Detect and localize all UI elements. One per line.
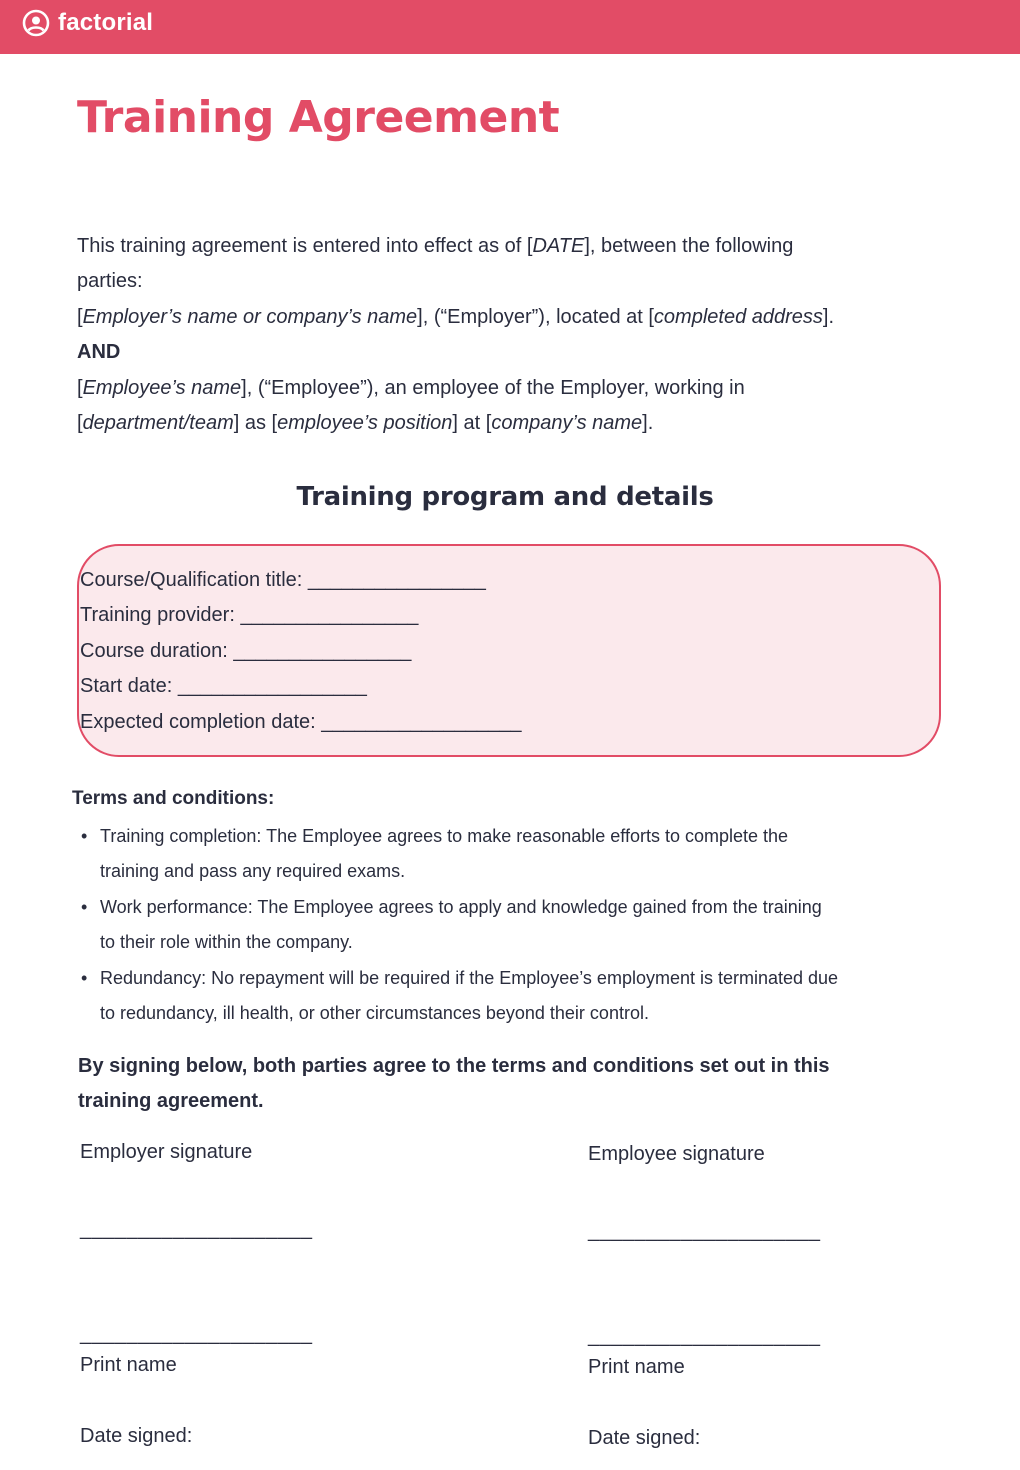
bullet: •: [81, 826, 88, 846]
terms-item: • Redundancy: No repayment will be required if the Employee’s employment is terminated due to redundancy, ill health, or other circumstances beyond their control.: [78, 961, 948, 1032]
intro-line: [department/team] as [employee’s position] at [company’s name].: [77, 412, 654, 435]
employer-signature-label: Employer signature: [80, 1141, 253, 1163]
agreement-statement: By signing below, both parties agree to the terms and conditions set out in this training agreement.: [78, 1055, 830, 1113]
employee-print-name-line[interactable]: ____________________: [588, 1325, 821, 1347]
section-title: Training program and details: [296, 482, 714, 512]
date-placeholder: DATE: [532, 235, 585, 257]
intro-line: [Employer’s name or company’s name], (“Employer”), located at [completed address].: [77, 305, 835, 328]
employer-signature-line[interactable]: ____________________: [80, 1218, 313, 1240]
intro-line: [Employee’s name], (“Employee”), an employee of the Employer, working in: [77, 376, 745, 399]
bullet: •: [81, 967, 88, 988]
address-placeholder: completed address: [653, 305, 823, 328]
employee-print-name-label: Print name: [588, 1356, 685, 1378]
factorial-logo-icon: [22, 9, 50, 37]
employee-date-signed-label: Date signed:: [588, 1427, 701, 1449]
terms-heading: Terms and conditions:: [72, 788, 275, 809]
detail-course-title: Course/Qualification title: ________________: [80, 569, 486, 591]
document-title: Training Agreement: [77, 92, 560, 143]
header-bar: [0, 0, 1020, 54]
terms-list: [78, 819, 948, 1031]
training-details-list: [80, 563, 521, 740]
brand-name: factorial: [58, 9, 154, 36]
employer-name-placeholder: Employer’s name or company’s name: [82, 305, 418, 328]
employee-signature-line[interactable]: ____________________: [588, 1220, 821, 1242]
terms-item: • Work performance: The Employee agrees to apply and knowledge gained from the training to their role within the company.: [78, 890, 948, 961]
position-placeholder: employee’s position: [277, 412, 453, 435]
employer-print-name-label: Print name: [80, 1354, 177, 1376]
detail-completion-date: Expected completion date: __________________: [80, 710, 522, 733]
and-separator: AND: [77, 341, 121, 364]
employee-name-placeholder: Employee’s name: [82, 376, 242, 399]
brand-logo[interactable]: [22, 8, 153, 38]
company-name-placeholder: company’s name: [491, 412, 643, 435]
department-placeholder: department/team: [82, 412, 234, 435]
employer-date-signed-label: Date signed:: [80, 1425, 193, 1447]
employee-signature-label: Employee signature: [588, 1143, 765, 1165]
detail-course-duration: Course duration: ________________: [80, 639, 412, 662]
detail-start-date: Start date: _________________: [80, 675, 367, 698]
intro-line: This training agreement is entered into effect as of [DATE], between the following: [77, 235, 794, 257]
bullet: •: [81, 896, 88, 917]
detail-training-provider: Training provider: ________________: [80, 604, 419, 627]
intro-line: parties:: [77, 270, 143, 293]
employer-print-name-line[interactable]: ____________________: [80, 1323, 313, 1345]
terms-item: • Training completion: The Employee agrees to make reasonable efforts to complete the training and pass any required exams.: [78, 819, 948, 890]
intro-paragraph: [77, 229, 957, 441]
